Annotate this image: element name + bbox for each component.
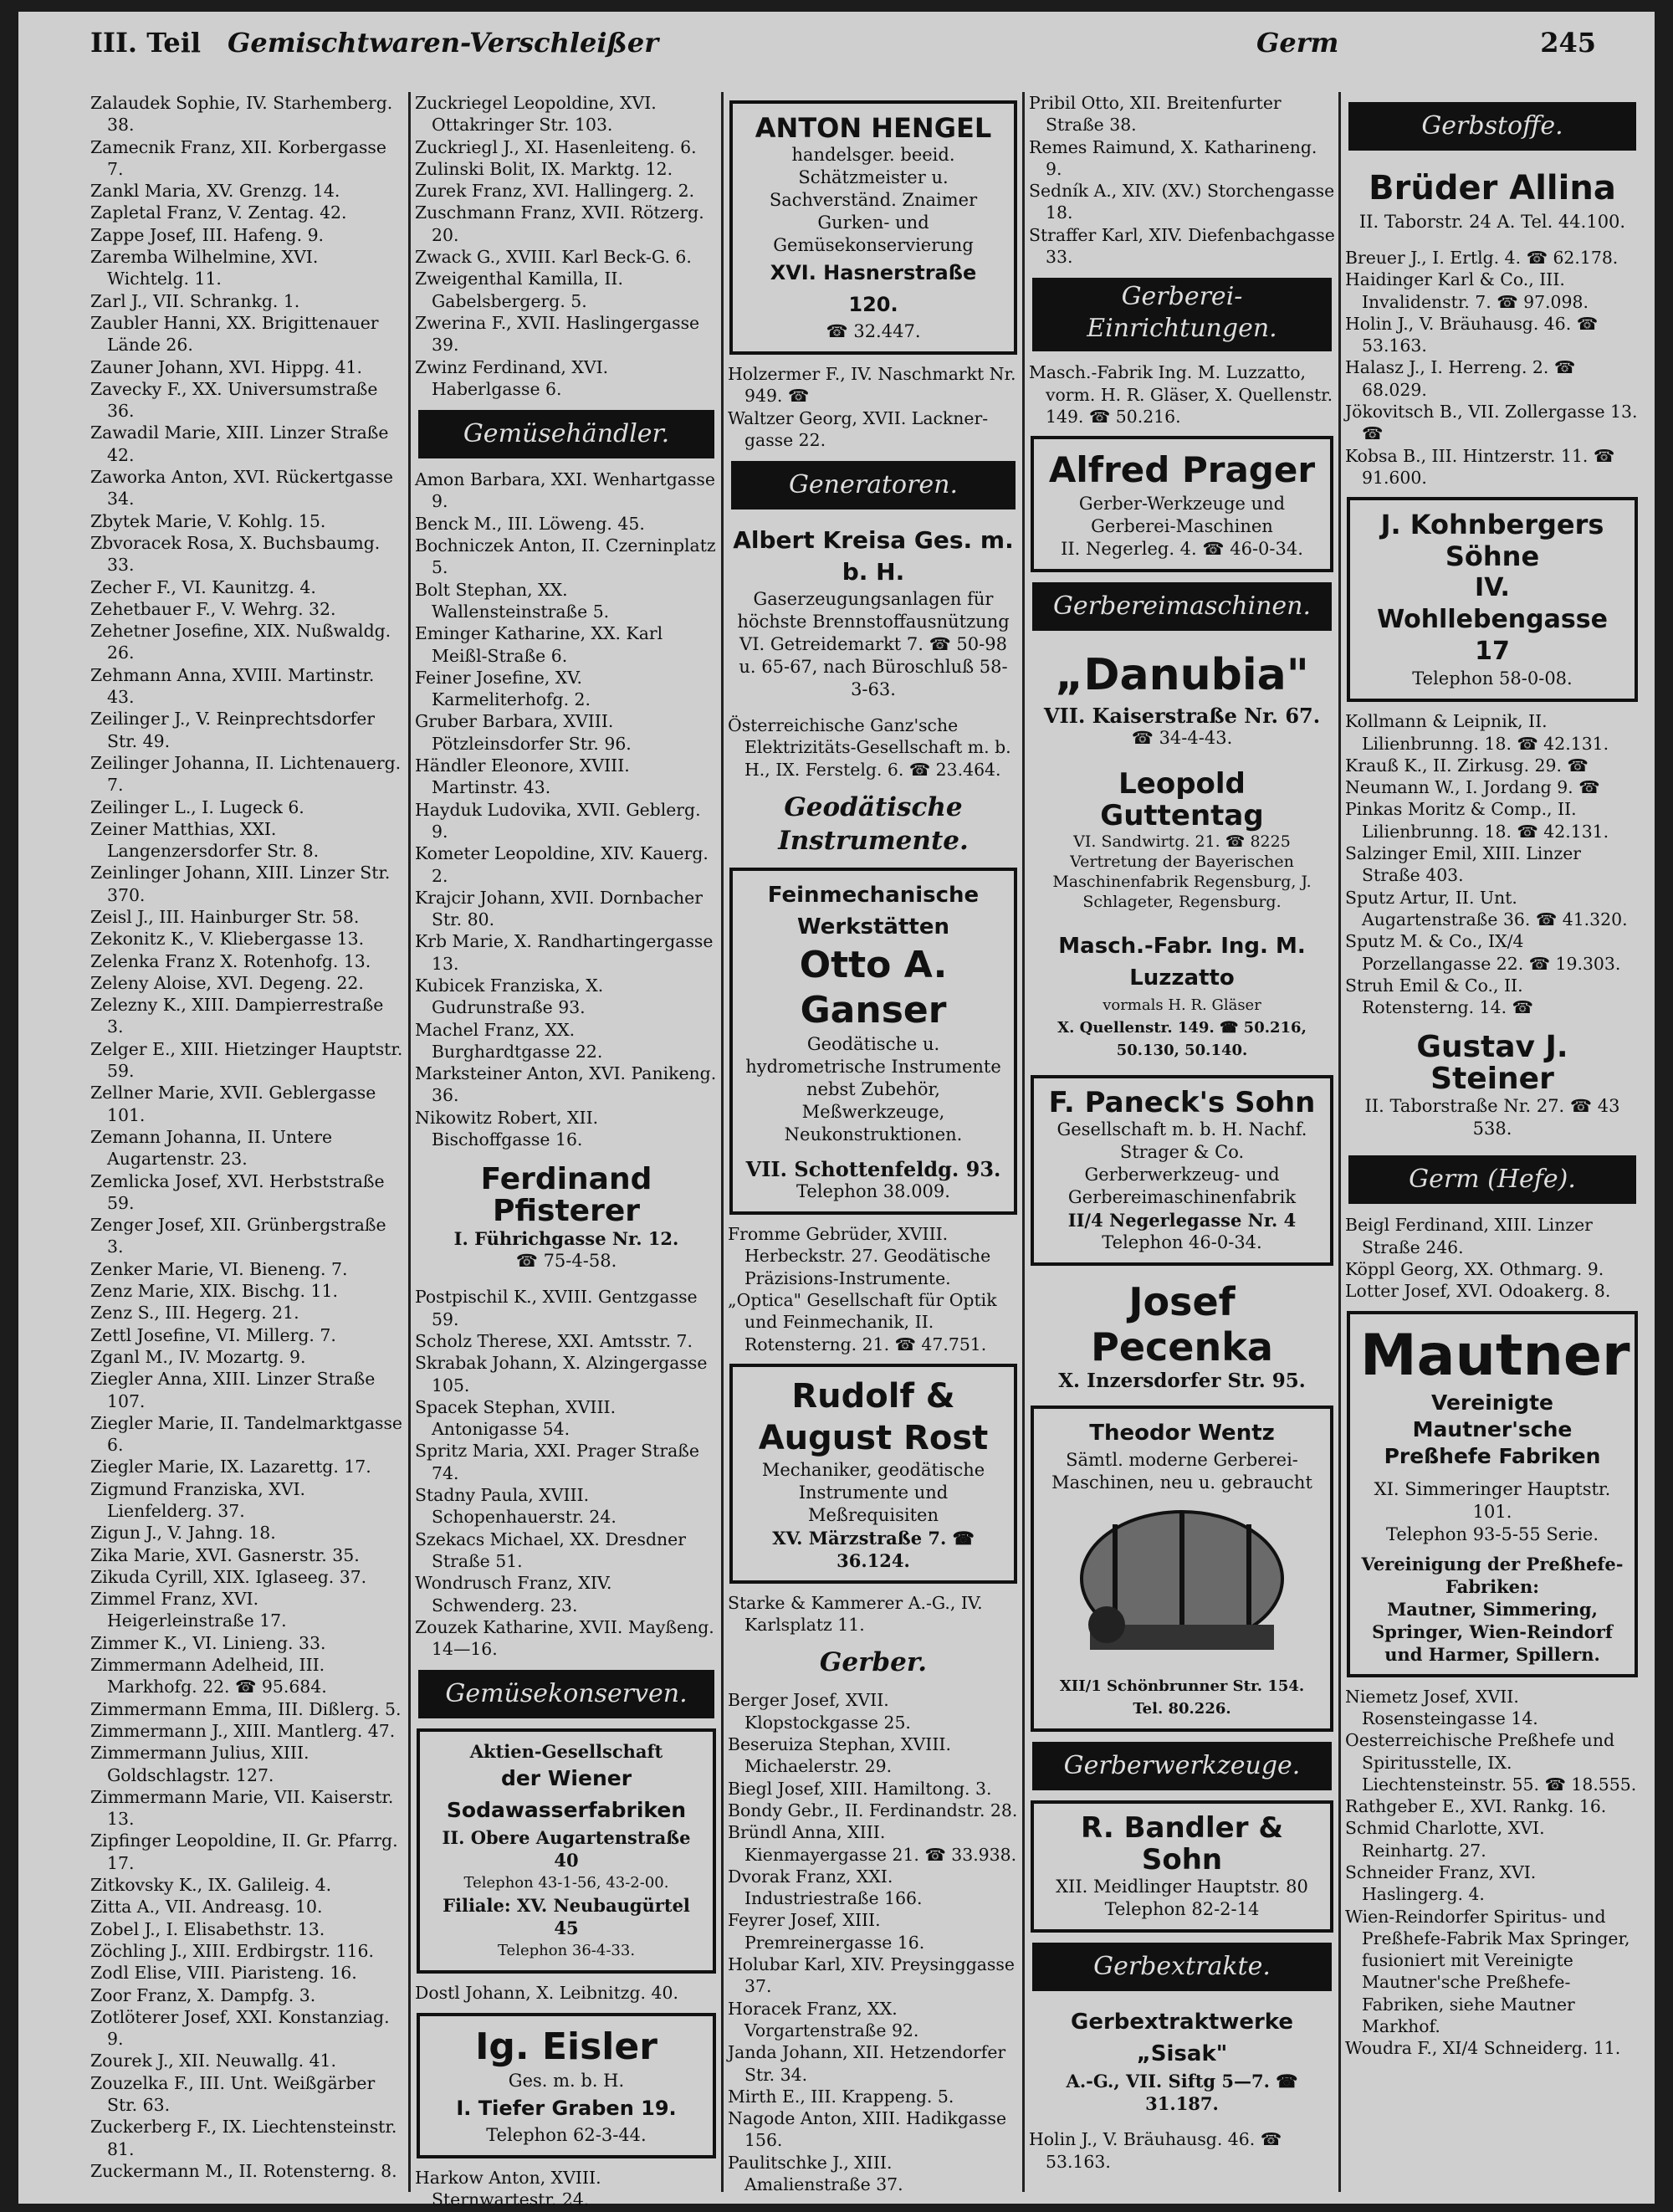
list-item: Harkow Anton, XVIII. Sternwartestr. 24. [415, 2167, 601, 2209]
list-item: Zehetbauer F., V. Wehrg. 32. [90, 598, 336, 619]
ad-text: VI. Sandwirtg. 21. ☎ 8225 Vertretung der Bayerischen Maschinenfabrik Regensburg, J. Schlageter, Regensburg. [1052, 832, 1312, 912]
ad-danubia [1031, 641, 1333, 755]
list-item: Zeinlinger Johann, XIII. Linzer Str. 370. [90, 863, 391, 905]
list-item: Zimmer K., VI. Linieng. 33. [90, 1632, 326, 1653]
list-item: Machel Franz, XX. Burghardtgasse 22. [415, 1019, 603, 1062]
list-item: Zeiner Matthias, XXI. Langenzersdorfer Str. 8. [90, 818, 320, 862]
list-item: Eminger Katharine, XX. Karl Meißl-Straße 6. [415, 623, 663, 666]
list-item: Zimmermann Julius, XIII. Goldschlagstr. 127. [90, 1743, 310, 1785]
list-item: Zuckriegl J., XI. Hasenleiteng. 6. [415, 136, 697, 157]
list-item: Zourek J., XII. Neuwallg. 41. [90, 2051, 336, 2071]
list-item: Zamecnik Franz, XII. Korbergasse 7. [90, 136, 386, 179]
list-item: Oesterreichische Preßhefe und Spiritusstelle, IX. Liechtensteinstr. 55. ☎ 18.555. [1345, 1730, 1637, 1795]
list-item: Zbvoracek Rosa, X. Buchsbaumg. 33. [90, 532, 381, 576]
list-item: Holubar Karl, XIV. Preysinggasse 37. [728, 1954, 1015, 1997]
ad-phone: Telephon 46-0-34. [1102, 1232, 1262, 1253]
list-item: Remes Raimund, X. Katharineng. 9. [1029, 136, 1317, 179]
ad-name: Brüder Allina [1369, 169, 1616, 207]
ad-address: XV. Märzstraße 7. ☎ 36.124. [772, 1527, 975, 1571]
ad-name: Gerbextraktwerke „Sisak" [1070, 2010, 1294, 2067]
list-item: Zwack G., XVIII. Karl Beck-G. 6. [415, 247, 692, 268]
ad-phone: Telephon 38.009. [796, 1181, 950, 1202]
list-item: Zecher F., VI. Kaunitzg. 4. [90, 576, 316, 597]
list-item: Zika Marie, XVI. Gasnerstr. 35. [90, 1544, 360, 1565]
list-item: Breuer J., I. Ertlg. 4. ☎ 62.178. [1345, 248, 1619, 268]
ad-text: Gerber-Werkzeuge und Gerberei-Maschinen [1078, 494, 1286, 537]
list-item: Skrabak Johann, X. Alzingergasse 105. [415, 1353, 708, 1395]
list-item: Sputz Artur, II. Unt. Augartenstraße 36. ☎ 41.320. [1345, 887, 1628, 929]
ad-name: Josef Pecenka [1091, 1279, 1273, 1370]
ad-name: R. Bandler & Sohn [1081, 1811, 1283, 1877]
list-item: Masch.-Fabrik Ing. M. Luzzatto, vorm. H. R. Gläser, X. Quellenstr. 149. ☎ 50.216. [1029, 362, 1333, 427]
ad-name: Mautner [1360, 1322, 1630, 1389]
list-item: Feyrer Josef, XIII. Premreinergasse 16. [728, 1910, 925, 1953]
list-item: Zelezny K., XIII. Dampierrestraße 3. [90, 995, 384, 1037]
ad-phone: Telephon 58-0-08. [1412, 668, 1573, 689]
list-item: Zouzek Katharine, XVII. Mayßeng. 14—16. [415, 1616, 714, 1660]
ad-kreisa [729, 520, 1017, 706]
category-heading: Gerbstoffe. [1348, 102, 1636, 151]
ad-address: IV. Wohllebengasse 17 [1377, 573, 1608, 667]
ad-address: II/4 Negerlegasse Nr. 4 [1067, 1210, 1297, 1231]
ad-line: Vereinigte Mautner'sche Preßhefe Fabriken [1384, 1390, 1601, 1468]
ad-guttentag [1031, 763, 1333, 917]
list-item: Zigmund Franziska, XVI. Lienfelderg. 37. [90, 1478, 306, 1521]
ad-name: Ig. Eisler [475, 2025, 657, 2068]
ad-pfisterer [417, 1159, 716, 1278]
ad-text: Gesellschaft m. b. H. Nachf. Strager & Co. Gerberwerkzeug- und Gerbereimaschinenfabrik [1056, 1119, 1307, 1208]
ad-line: Ges. m. b. H. [508, 2070, 625, 2091]
list-item: Starke & Kammerer A.-G., IV. Karlsplatz 11. [728, 1592, 983, 1636]
ad-ganser [729, 868, 1017, 1215]
ad-wentz [1031, 1406, 1333, 1732]
ad-name: Masch.-Fabr. Ing. M. Luzzatto [1058, 934, 1306, 991]
list-item: Benck M., III. Löweng. 45. [415, 513, 645, 534]
ad-address: VII. Schottenfeldg. 93. [745, 1157, 1001, 1182]
list-item: Waltzer Georg, XVII. Lackner-gasse 22. [728, 407, 989, 450]
ad-address: X. Inzersdorfer Str. 95. [1058, 1370, 1306, 1393]
column-rule [721, 92, 724, 2192]
ad-hengel [729, 100, 1017, 355]
list-item: Struh Emil & Co., II. Rotensterng. 14. ☎ [1345, 975, 1533, 1018]
ad-name: Otto A. Ganser [799, 944, 948, 1032]
list-item: Zemann Johanna, II. Untere Augartenstr. 23. [90, 1126, 333, 1170]
list-item: Szekacs Michael, XX. Dresdner Straße 51. [415, 1528, 686, 1571]
ad-name: Theodor Wentz [1089, 1421, 1275, 1447]
list-item: Kollmann & Leipnik, II. Lilienbrunng. 18. ☎ 42.131. [1345, 711, 1609, 754]
list-item: Zettl Josefine, VI. Millerg. 7. [90, 1324, 336, 1345]
column-rule [1022, 92, 1025, 2192]
directory-page [18, 12, 1655, 2209]
list-item: „Optica" Gesellschaft für Optik und Feinmechanik, II. Rotensterng. 21. ☎ 47.751. [728, 1289, 997, 1354]
list-item: Sedník A., XIV. (XV.) Storchengasse 18. [1029, 181, 1335, 223]
list-item: Beigl Ferdinand, XIII. Linzer Straße 246. [1345, 1215, 1593, 1257]
list-item: Zuckermann M., II. Rotensterng. 8. [90, 2160, 397, 2181]
category-heading: Gerbereimaschinen. [1032, 582, 1332, 631]
list-item: Zawadil Marie, XIII. Linzer Straße 42. [90, 422, 389, 465]
ad-text: vormals H. R. Gläser [1103, 996, 1261, 1015]
list-item: Zauner Johann, XVI. Hippg. 41. [90, 356, 362, 377]
ad-name: ANTON HENGEL [755, 112, 992, 144]
ad-name: Rudolf & August Rost [758, 1376, 989, 1457]
ad-phone: Telephon 36-4-33. [497, 1942, 636, 1960]
list-item: Zwinz Ferdinand, XVI. Haberlgasse 6. [415, 356, 609, 399]
list-item: Lotter Josef, XVI. Odoakerg. 8. [1345, 1281, 1611, 1302]
ad-address: XII/1 Schönbrunner Str. 154. Tel. 80.226. [1059, 1677, 1305, 1718]
column-5 [1345, 92, 1640, 2192]
list-item: Wondrusch Franz, XIV. Schwenderg. 23. [415, 1573, 612, 1615]
list-item: Zuckerberg F., IX. Liechtensteinstr. 81. [90, 2117, 397, 2159]
list-item: Schneider Franz, XVI. Haslingerg. 4. [1345, 1861, 1537, 1905]
ad-name: Alfred Prager [1048, 449, 1316, 491]
ad-text: Gaserzeugungsanlagen für höchste Brennstoffausnützung VI. Getreidemarkt 7. ☎ 50-98 u. 65-67, nach Büroschluß 58-3-63. [737, 589, 1010, 700]
list-item: Köppl Georg, XX. Othmarg. 9. [1345, 1259, 1604, 1280]
category-heading: Gerbextrakte. [1032, 1943, 1332, 1991]
category-heading: Gemüsehändler. [418, 410, 714, 458]
list-item: Stadny Paula, XVIII. Schopenhauerstr. 24. [415, 1485, 617, 1528]
part-label: III. Teil [90, 27, 201, 59]
tanning-drum-illustration [1056, 1499, 1307, 1667]
list-item: Krb Marie, X. Randhartingergasse 13. [415, 931, 714, 974]
list-item: Zweigenthal Kamilla, II. Gabelsbergerg. 5. [415, 269, 623, 311]
list-item: Halasz J., I. Herreng. 2. ☎ 68.029. [1345, 357, 1576, 400]
list-item: Spacek Stephan, XVIII. Antonigasse 54. [415, 1396, 617, 1440]
column-rule [1338, 92, 1341, 2192]
list-item: Zeleny Aloise, XVI. Degeng. 22. [90, 972, 364, 993]
list-item: Zeisl J., III. Hainburger Str. 58. [90, 906, 360, 927]
ad-phone: ☎ 32.447. [826, 321, 921, 341]
list-item: Krauß K., II. Zirkusg. 29. ☎ [1345, 755, 1589, 776]
ad-name: Leopold Guttentag [1100, 767, 1264, 833]
list-item: Kobsa B., III. Hintzerstr. 11. ☎ 91.600. [1345, 445, 1615, 488]
list-item: Zenz Marie, XIX. Bischg. 11. [90, 1281, 338, 1302]
ad-sisak [1031, 2001, 1333, 2120]
list-item: Kubicek Franziska, X. Gudrunstraße 93. [415, 975, 604, 1018]
list-item: Zitkovsky K., IX. Galileig. 4. [90, 1875, 332, 1896]
list-item: Bründl Anna, XIII. Kienmayergasse 21. ☎ 33.938. [728, 1822, 1017, 1865]
list-item: Holin J., V. Bräuhausg. 46. ☎ 53.163. [1029, 2129, 1282, 2172]
list-item: Zouzelka F., III. Unt. Weißgärber Str. 63. [90, 2072, 376, 2116]
list-item: Zbytek Marie, V. Kohlg. 15. [90, 510, 326, 531]
column-2 [415, 92, 718, 2209]
list-item: Spritz Maria, XXI. Prager Straße 74. [415, 1441, 699, 1483]
ad-mautner [1347, 1311, 1638, 1677]
list-item: Zimmel Franz, XVI. Heigerleinstraße 17. [90, 1589, 287, 1631]
list-item: Zappe Josef, III. Hafeng. 9. [90, 224, 325, 245]
ad-address: II. Taborstr. 24 A. Tel. 44.100. [1358, 212, 1626, 232]
ad-name: Gustav J. Steiner [1416, 1030, 1568, 1097]
list-item: Biegl Josef, XIII. Hamiltong. 3. [728, 1778, 992, 1799]
list-item: Zeilinger Johanna, II. Lichtenauerg. 7. [90, 752, 402, 796]
list-item: Pinkas Moritz & Comp., II. Lilienbrunng. 18. ☎ 42.131. [1345, 799, 1609, 842]
ad-name: „Danubia" [1055, 650, 1309, 701]
list-item: Jökovitsch B., VII. Zollergasse 13. ☎ [1345, 402, 1638, 444]
list-item: Neumann W., I. Jordang 9. ☎ [1345, 777, 1600, 798]
column-rule [408, 92, 411, 2192]
list-item: Wien-Reindorfer Spiritus- und Preßhefe-Fabrik Max Springer, fusioniert mit Vereinigte Mautner'sche Preßhefe-Fabriken, siehe Mautner Markhof. [1345, 1906, 1630, 2037]
list-item: Zganl M., IV. Mozartg. 9. [90, 1346, 306, 1367]
ad-rost [729, 1364, 1017, 1584]
ad-luzzatto [1031, 925, 1333, 1067]
ad-kohnberger [1347, 497, 1638, 702]
list-item: Zoor Franz, X. Dampfg. 3. [90, 1984, 316, 2005]
keyword: Germ [1256, 27, 1339, 59]
ad-phone: Telephon 82-2-14 [1104, 1899, 1260, 1920]
list-item: Krajcir Johann, XVII. Dornbacher Str. 80. [415, 887, 703, 930]
ad-name: Albert Kreisa Ges. m. b. H. [733, 526, 1014, 586]
list-item: Zikuda Cyrill, XIX. Iglaseeg. 37. [90, 1566, 367, 1587]
list-item: Zemlicka Josef, XVI. Herbststraße 59. [90, 1170, 385, 1213]
running-header [18, 22, 1655, 69]
category-heading: Germ (Hefe). [1348, 1155, 1636, 1204]
list-item: Zalaudek Sophie, IV. Starhemberg. 38. [90, 93, 393, 136]
list-item: Horacek Franz, XX. Vorgartenstraße 92. [728, 1998, 919, 2040]
ad-line: Mautner, Simmering, Springer, Wien-Reindorf und Harmer, Spillern. [1372, 1598, 1613, 1665]
category-heading: Gerberei-Einrichtungen. [1032, 278, 1332, 351]
list-item: Marksteiner Anton, XVI. Panikeng. 36. [415, 1063, 717, 1106]
ad-name: der Wiener Sodawasserfabriken [446, 1766, 687, 1823]
ad-address: XII. Meidlinger Hauptstr. 80 [1056, 1877, 1308, 1897]
list-item: Zeilinger J., V. Reinprechtsdorfer Str. 49. [90, 709, 376, 751]
ad-address: A.-G., VII. Siftg 5—7. ☎ 31.187. [1066, 2071, 1298, 2115]
list-item: Zimmermann Emma, III. Dißlerg. 5. [90, 1698, 402, 1719]
list-item: Zulinski Bolit, IX. Marktg. 12. [415, 158, 673, 179]
list-item: Zellner Marie, XVII. Geblergasse 101. [90, 1083, 376, 1125]
list-item: Zodl Elise, VIII. Piaristeng. 16. [90, 1963, 357, 1984]
list-item: Gruber Barbara, XVIII. Pötzleinsdorfer Str. 96. [415, 711, 632, 754]
list-item: Zotlöterer Josef, XXI. Konstanziag. 9. [90, 2006, 390, 2050]
list-item: Händler Eleonore, XVIII. Martinstr. 43. [415, 755, 630, 798]
ad-address: I. Führichgasse Nr. 12. [453, 1228, 679, 1250]
list-item: Zekonitz K., V. Kliebergasse 13. [90, 929, 365, 950]
ad-phone: Telephon 93-5-55 Serie. [1385, 1523, 1599, 1544]
category-heading: Gemüsekonserven. [418, 1670, 714, 1718]
ad-pecenka [1031, 1274, 1333, 1397]
list-item: Hayduk Ludovika, XVII. Geblerg. 9. [415, 799, 701, 842]
ad-phone: ☎ 34-4-43. [1131, 728, 1233, 749]
section-title: Gemischtwaren-Verschleißer [228, 27, 659, 59]
list-item: Zapletal Franz, V. Zentag. 42. [90, 202, 347, 223]
list-item: Woudra F., XI/4 Schneiderg. 11. [1345, 2038, 1621, 2059]
list-item: Ziegler Anna, XIII. Linzer Straße 107. [90, 1369, 376, 1411]
list-item: Zwerina F., XVII. Haslingergasse 39. [415, 312, 700, 356]
list-item: Kometer Leopoldine, XIV. Kauerg. 2. [415, 843, 709, 886]
ad-line: Feinmechanische Werkstätten [767, 883, 980, 940]
list-item: Holzermer F., IV. Naschmarkt Nr. 949. ☎ [728, 364, 1016, 407]
list-item: Bolt Stephan, XX. Wallensteinstraße 5. [415, 579, 610, 622]
list-item: Schmid Charlotte, XVI. Reinhartg. 27. [1345, 1818, 1545, 1861]
list-item: Feiner Josefine, XV. Karmeliterhofg. 2. [415, 667, 591, 710]
list-item: Rathgeber E., XVI. Rankg. 16. [1345, 1796, 1607, 1817]
list-item: Zimmermann Adelheid, III. Markhofg. 22. ☎ 95.684. [90, 1655, 327, 1697]
ad-address: X. Quellenstr. 149. ☎ 50.216, 50.130, 50.140. [1057, 1019, 1307, 1060]
ad-steiner [1347, 1027, 1638, 1145]
category-heading: Generatoren. [731, 461, 1016, 509]
column-3 [728, 92, 1019, 2192]
list-item: Janda Johann, XII. Hetzendorfer Str. 34. [728, 2042, 1006, 2085]
list-item: Zigun J., V. Jahng. 18. [90, 1523, 276, 1544]
ad-phone: Telephon 43-1-56, 43-2-00. [463, 1874, 669, 1892]
category-heading: Gerberwerkzeuge. [1032, 1742, 1332, 1790]
list-item: Zurek Franz, XVI. Hallingerg. 2. [415, 181, 695, 202]
ad-name: Ferdinand Pfisterer [480, 1162, 652, 1229]
ad-name: F. Paneck's Sohn [1048, 1086, 1316, 1120]
list-item: Zöchling J., XIII. Erdbirgstr. 116. [90, 1940, 374, 1961]
list-item: Zankl Maria, XV. Grenzg. 14. [90, 181, 340, 202]
list-item: Ziegler Marie, II. Tandelmarktgasse 6. [90, 1412, 402, 1456]
list-item: Zaubler Hanni, XX. Brigittenauer Lände 26. [90, 312, 379, 356]
ad-branch: Filiale: XV. Neubaugürtel 45 [443, 1895, 690, 1939]
list-item: Zavecky F., XX. Universumstraße 36. [90, 378, 378, 422]
list-item: Zaworka Anton, XVI. Rückertgasse 34. [90, 467, 393, 509]
ad-sodawasser [417, 1728, 716, 1974]
list-item: Postpischil K., XVIII. Gentzgasse 59. [415, 1287, 698, 1329]
list-item: Zeilinger L., I. Lugeck 6. [90, 796, 304, 817]
list-item: Zelenka Franz X. Rotenhofg. 13. [90, 950, 371, 971]
ad-address: XI. Simmeringer Hauptstr. 101. [1374, 1478, 1611, 1522]
ad-text: Geodätische u. hydrometrische Instrumente nebst Zubehör, Meßwerkzeuge, Neukonstruktionen. [745, 1034, 1001, 1145]
list-item: Bochniczek Anton, II. Czerninplatz 5. [415, 535, 716, 578]
list-item: Zitta A., VII. Andreasg. 10. [90, 1897, 323, 1918]
list-item: Dostl Johann, X. Leibnitzg. 40. [415, 1983, 678, 2004]
ad-phone: ☎ 75-4-58. [515, 1251, 617, 1272]
ad-line: Vereinigung der Preßhefe-Fabriken: [1361, 1553, 1624, 1597]
list-item: Amon Barbara, XXI. Wenhartgasse 9. [415, 469, 715, 512]
list-item: Dvorak Franz, XXI. Industriestraße 166. [728, 1866, 923, 1909]
list-item: Haidinger Karl & Co., III. Invalidenstr. 7. ☎ 97.098. [1345, 269, 1589, 312]
list-item: Pribil Otto, XII. Breitenfurter Straße 38. [1029, 93, 1282, 136]
list-item: Mirth E., III. Krappeng. 5. [728, 2086, 954, 2107]
ad-address: II. Negerleg. 4. ☎ 46-0-34. [1061, 539, 1303, 560]
ad-text: Sämtl. moderne Gerberei-Maschinen, neu u. gebraucht [1051, 1450, 1312, 1493]
list-item: Sputz M. & Co., IX/4 Porzellangasse 22. ☎ 19.303. [1345, 931, 1621, 974]
list-item: Ziegler Marie, IX. Lazarettg. 17. [90, 1457, 371, 1477]
ad-address: II. Taborstraße Nr. 27. ☎ 43 538. [1364, 1096, 1620, 1139]
list-item: Berger Josef, XVII. Klopstockgasse 25. [728, 1690, 911, 1733]
column-4 [1029, 92, 1335, 2192]
list-item: Zelger E., XIII. Hietzinger Hauptstr. 59. [90, 1038, 403, 1082]
list-item: Zimmermann Marie, VII. Kaiserstr. 13. [90, 1786, 394, 1830]
ad-allina [1347, 161, 1638, 238]
list-item: Zobel J., I. Elisabethstr. 13. [90, 1918, 325, 1939]
column-1 [90, 92, 405, 2192]
list-item: Zenger Josef, XII. Grünbergstraße 3. [90, 1215, 386, 1257]
category-heading: Geodätische Instrumente. [778, 792, 969, 857]
list-item: Zipfinger Leopoldine, II. Gr. Pfarrg. 17. [90, 1831, 398, 1873]
category-heading: Gerber. [819, 1647, 928, 1678]
ad-text: Mechaniker, geodätische Instrumente und Meßrequisiten [761, 1459, 985, 1525]
list-item: Straffer Karl, XIV. Diefenbachgasse 33. [1029, 224, 1335, 268]
list-item: Zuschmann Franz, XVII. Rötzerg. 20. [415, 202, 704, 245]
ad-paneck [1031, 1075, 1333, 1266]
list-item: Nagode Anton, XIII. Hadikgasse 156. [728, 2108, 1007, 2151]
ad-address: XVI. Hasnerstraße 120. [770, 261, 977, 316]
ad-line: Aktien-Gesellschaft [469, 1741, 663, 1763]
list-item: Beseruiza Stephan, XVIII. Michaelerstr. 29. [728, 1734, 951, 1777]
ad-bandler [1031, 1800, 1333, 1933]
list-item: Nikowitz Robert, XII. Bischoffgasse 16. [415, 1107, 599, 1150]
list-item: Zaremba Wilhelmine, XVI. Wichtelg. 11. [90, 247, 319, 289]
list-item: Paulitschke J., XIII. Amalienstraße 37. [728, 2152, 903, 2194]
list-item: Salzinger Emil, XIII. Linzer Straße 403. [1345, 843, 1582, 886]
list-item: Zehetner Josefine, XIX. Nußwaldg. 26. [90, 621, 391, 663]
ad-address: VII. Kaiserstraße Nr. 67. [1043, 704, 1321, 729]
list-item: Niemetz Josef, XVII. Rosensteingasse 14. [1345, 1686, 1538, 1728]
list-item: Fromme Gebrüder, XVIII. Herbeckstr. 27. Geodätische Präzisions-Instrumente. [728, 1224, 991, 1288]
list-item: Zenker Marie, VI. Bieneng. 7. [90, 1258, 348, 1279]
page-number: 245 [1540, 27, 1596, 59]
ad-prager [1031, 436, 1333, 572]
ad-name: J. Kohnbergers Söhne [1380, 509, 1604, 573]
ad-phone: Telephon 62-3-44. [486, 2124, 647, 2145]
list-item: Zenz S., III. Hegerg. 21. [90, 1303, 299, 1324]
list-item: Zimmermann J., XIII. Mantlerg. 47. [90, 1720, 396, 1741]
list-item: Österreichische Ganz'sche Elektrizitäts-Gesellschaft m. b. H., IX. Ferstelg. 6. ☎ 23.464. [728, 715, 1011, 780]
list-item: Scholz Therese, XXI. Amtsstr. 7. [415, 1330, 693, 1351]
ad-address: I. Tiefer Graben 19. [456, 2096, 677, 2120]
list-item: Holin J., V. Bräuhausg. 46. ☎ 53.163. [1345, 313, 1599, 356]
ad-address: II. Obere Augartenstraße 40 [442, 1827, 691, 1871]
list-item: Zuckriegel Leopoldine, XVI. Ottakringer Str. 103. [415, 93, 657, 136]
list-item: Bondy Gebr., II. Ferdinandstr. 28. [728, 1800, 1018, 1820]
list-item: Zehmann Anna, XVIII. Martinstr. 43. [90, 664, 375, 708]
ad-text: handelsger. beeid. Schätzmeister u. Sachverständ. Znaimer Gurken- und Gemüsekonservierung [769, 145, 978, 255]
ad-eisler [417, 2013, 716, 2158]
list-item: Zarl J., VII. Schrankg. 1. [90, 290, 300, 311]
